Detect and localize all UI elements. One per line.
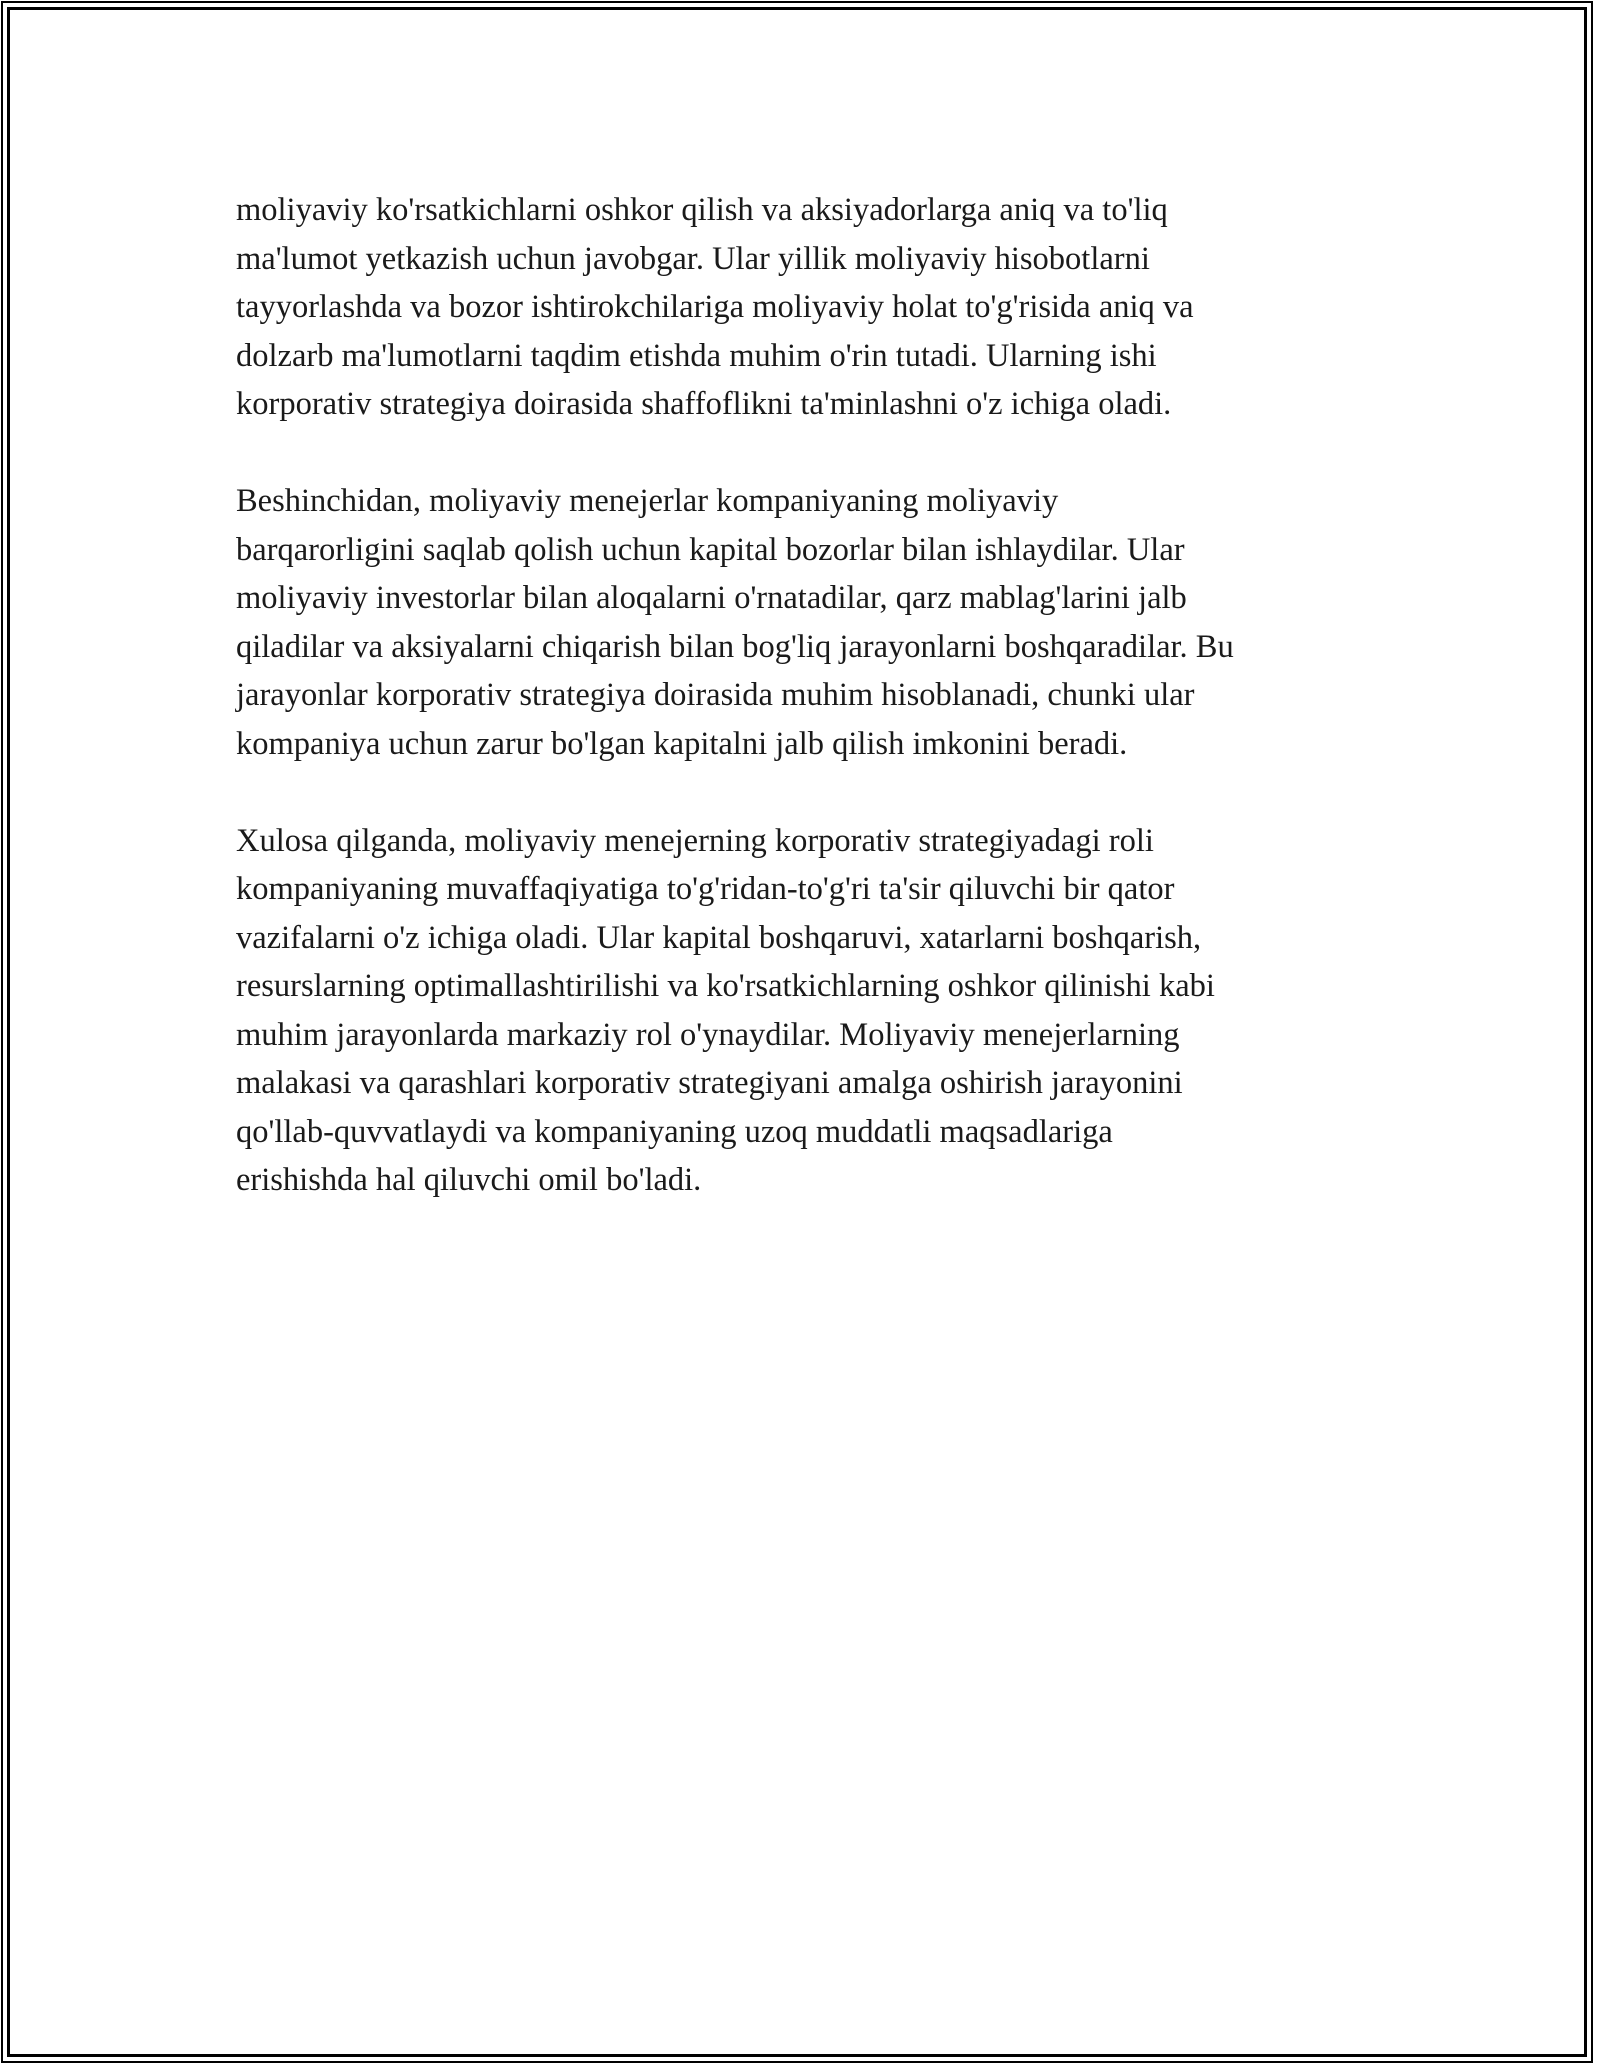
- text-line: jarayonlar korporativ strategiya doirasida muhim hisoblanadi, chunki ular: [236, 677, 1195, 713]
- text-line: moliyaviy investorlar bilan aloqalarni o'rnatadilar, qarz mablag'larini jalb: [236, 580, 1187, 616]
- text-line: qiladilar va aksiyalarni chiqarish bilan bog'liq jarayonlarni boshqaradilar. Bu: [236, 628, 1234, 665]
- paragraph-3: [236, 817, 1376, 1205]
- text-line: korporativ strategiya doirasida shaffoflikni ta'minlashni o'z ichiga oladi.: [236, 386, 1172, 422]
- text-line: Xulosa qilganda, moliyaviy menejerning korporativ strategiyadagi roli: [236, 822, 1154, 859]
- text-line: malakasi va qarashlari korporativ strategiyani amalga oshirish jarayonini: [236, 1065, 1183, 1101]
- paragraph-1: [236, 186, 1376, 429]
- document-body: [236, 186, 1376, 1253]
- text-line: kompaniya uchun zarur bo'lgan kapitalni jalb qilish imkonini beradi.: [236, 725, 1128, 762]
- text-line: Beshinchidan, moliyaviy menejerlar kompaniyaning moliyaviy: [236, 483, 1059, 519]
- text-line: erishishda hal qiluvchi omil bo'ladi.: [236, 1162, 702, 1198]
- text-line: ma'lumot yetkazish uchun javobgar. Ular yillik moliyaviy hisobotlarni: [236, 240, 1150, 277]
- text-line: barqarorligini saqlab qolish uchun kapital bozorlar bilan ishlaydilar. Ular: [236, 531, 1185, 568]
- text-line: resurslarning optimallashtirilishi va ko'rsatkichlarning oshkor qilinishi kabi: [236, 968, 1215, 1004]
- text-line: vazifalarni o'z ichiga oladi. Ular kapital boshqaruvi, xatarlarni boshqarish,: [236, 919, 1202, 956]
- text-line: qo'llab-quvvatlaydi va kompaniyaning uzoq muddatli maqsadlariga: [236, 1113, 1113, 1150]
- text-line: tayyorlashda va bozor ishtirokchilariga moliyaviy holat to'g'risida aniq va: [236, 289, 1194, 325]
- text-line: dolzarb ma'lumotlarni taqdim etishda muhim o'rin tutadi. Ularning ishi: [236, 337, 1157, 374]
- text-line: moliyaviy ko'rsatkichlarni oshkor qilish va aksiyadorlarga aniq va to'liq: [236, 192, 1168, 228]
- text-line: kompaniyaning muvaffaqiyatiga to'g'ridan-to'g'ri ta'sir qiluvchi bir qator: [236, 871, 1175, 907]
- paragraph-2: [236, 477, 1376, 768]
- text-line: muhim jarayonlarda markaziy rol o'ynaydilar. Moliyaviy menejerlarning: [236, 1016, 1180, 1053]
